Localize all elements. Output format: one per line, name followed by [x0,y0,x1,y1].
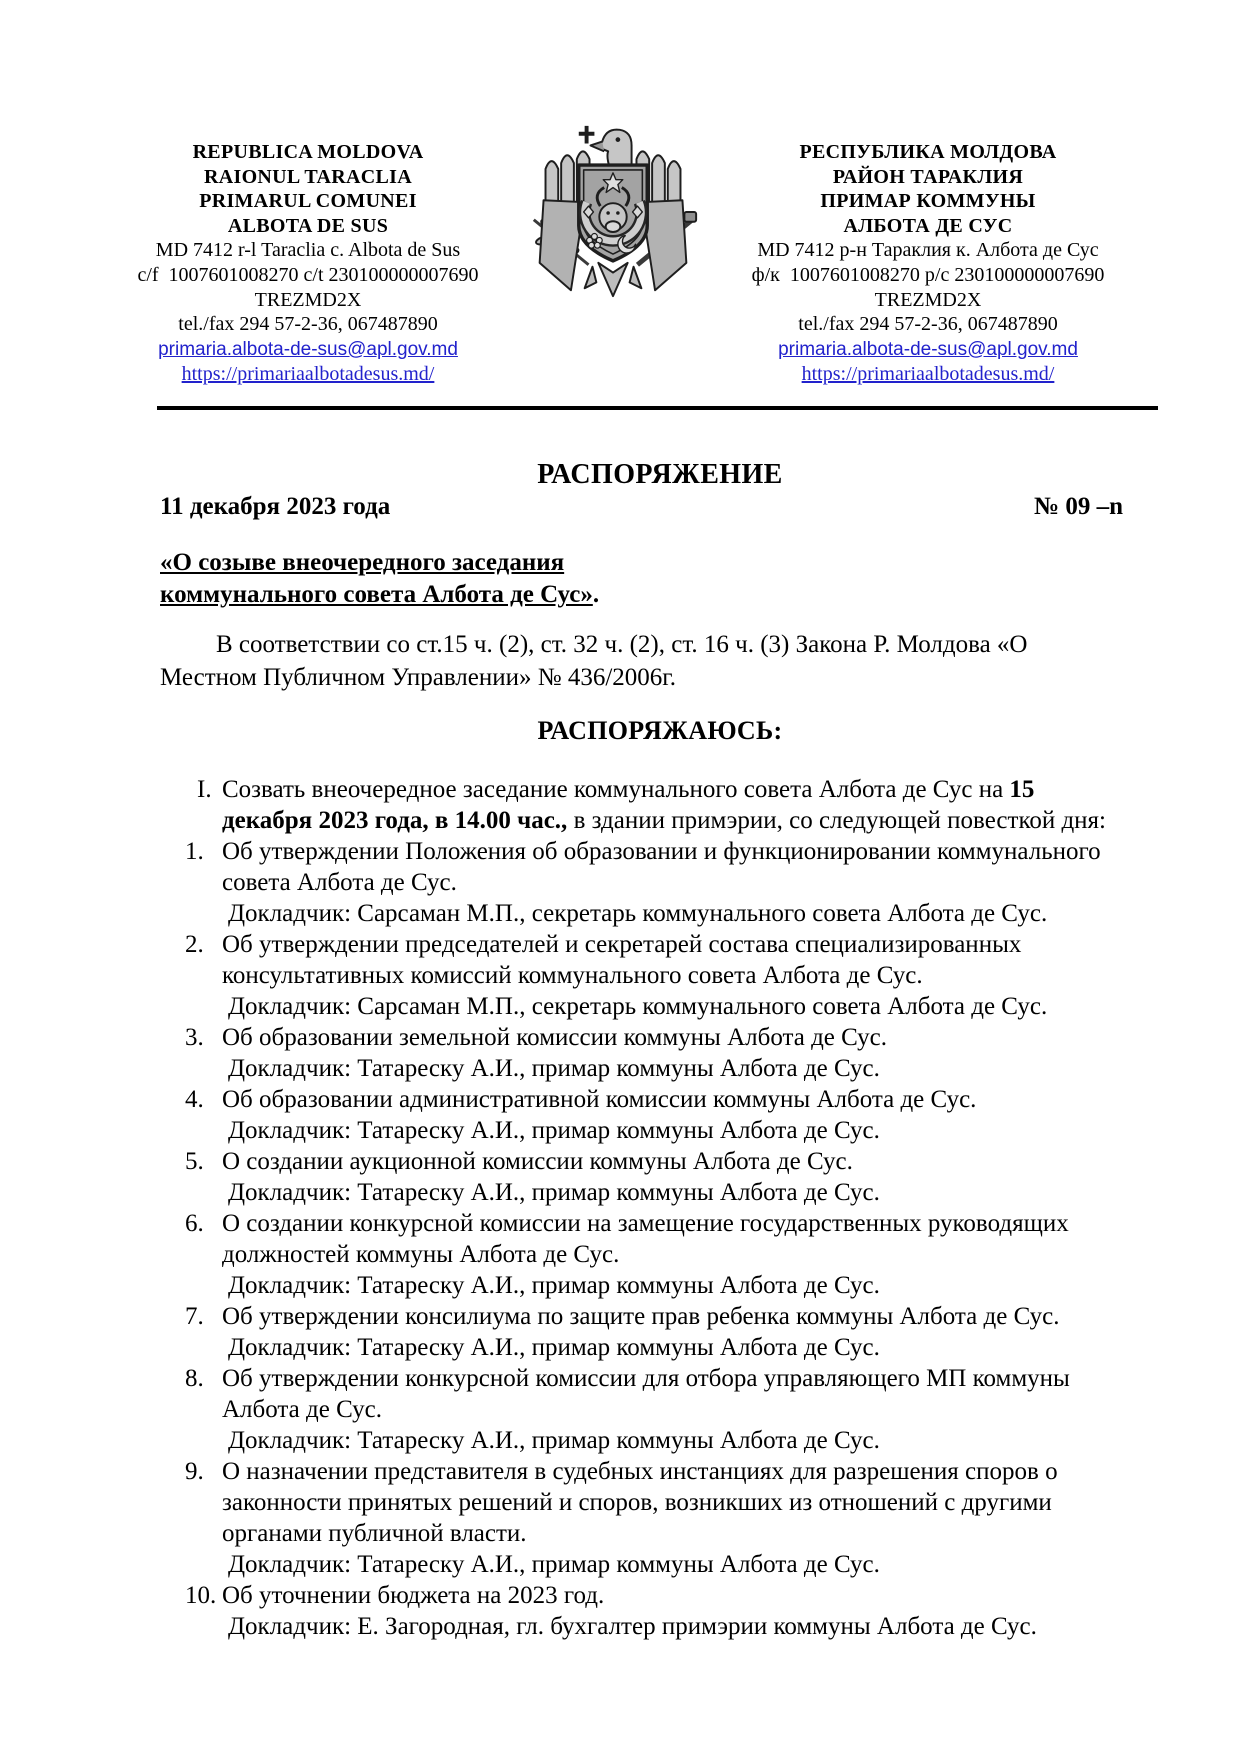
item-number: 2. [185,931,204,958]
item-speaker: Докладчик: Татареску А.И., примар коммуны Албота де Сус. [228,1272,880,1299]
list-item-roman [160,774,1108,836]
item-speaker: Докладчик: Татареску А.И., примар коммуны Албота де Сус. [228,1551,880,1578]
item-speaker: Докладчик: Татареску А.И., примар коммуны Албота де Сус. [228,1334,880,1361]
address-line: MD 7412 р-н Тараклия к. Албота де Сус [757,239,1099,262]
item-speaker: Докладчик: Татареску А.И., примар коммуны Албота де Сус. [228,1055,880,1082]
item-text: О назначении представителя в судебных инстанциях для разрешения споров о законности принятых решений и споров, возникших из отношений с другими органами публичной власти. [222,1458,1058,1547]
item-text: Об образовании земельной комиссии коммуны Албота де Сус. [222,1024,888,1051]
item-speaker: Докладчик: Татареску А.И., примар коммуны Албота де Сус. [228,1117,880,1144]
item-number: 6. [185,1210,204,1237]
website-link[interactable]: https://primariaalbotadesus.md/ [181,363,435,386]
agenda-item [160,1301,1108,1363]
email-link[interactable]: primaria.albota-de-sus@apl.gov.md [778,338,1078,360]
document-number: № 09 –n [1033,493,1123,520]
item-text: О создании аукционной комиссии коммуны Албота де Сус. [222,1148,853,1175]
document-subject: «О созыве внеочередного заседания коммунального совета Албота де Сус». [160,549,600,608]
letterhead-left [106,140,510,387]
org-name-line: РАЙОН ТАРАКЛИЯ [832,165,1024,188]
item-text: О создании конкурсной комиссии на замещение государственных руководящих должностей коммуны Албота де Сус. [222,1210,1069,1268]
org-name-line: RAIONUL TARACLIA [204,165,412,188]
address-line: TREZMD2X [254,288,362,311]
agenda-item [160,1580,1108,1642]
item-number: 1. [185,838,204,865]
letterhead [106,140,1140,387]
agenda-item [160,1363,1108,1456]
agenda-list [160,774,1108,1642]
item-speaker: Докладчик: Сарсаман М.П., секретарь коммунального совета Албота де Сус. [228,900,1048,927]
item-speaker: Докладчик: Татареску А.И., примар коммуны Албота де Сус. [228,1179,880,1206]
item-number: 4. [185,1086,204,1113]
item-text: Созвать внеочередное заседание коммунального совета Албота де Сус на 15 декабря 2023 года, в 14.00 час., в здании примэрии, со следующей повесткой дня: [222,776,1106,834]
address-line: MD 7412 r-l Taraclia c. Albota de Sus [155,239,461,262]
address-line: c/f 1007601008270 c/t 230100000007690 [137,263,479,286]
preamble: В соответствии со ст.15 ч. (2), ст. 32 ч. (2), ст. 16 ч. (3) Закона Р. Молдова «О Местном Публичном Управлении» № 436/2006г. [160,631,1028,691]
document-title: РАСПОРЯЖЕНИЕ [537,459,783,490]
org-name-line: REPUBLICA MOLDOVA [192,141,424,163]
item-number: 5. [185,1148,204,1175]
address-line: tel./fax 294 57-2-36, 067487890 [798,313,1058,336]
item-text: Об утверждении консилиума по защите прав ребенка коммуны Албота де Сус. [222,1303,1060,1330]
address-line: ф/к 1007601008270 р/с 230100000007690 [751,263,1105,286]
org-name-line: РЕСПУБЛИКА МОЛДОВА [799,141,1057,163]
letterhead-right [716,140,1140,387]
address-line: TREZMD2X [874,288,982,311]
moldova-coat-of-arms-icon [520,122,706,300]
order-heading: РАСПОРЯЖАЮСЬ: [537,716,783,745]
item-number: 7. [185,1303,204,1330]
item-text: Об утверждении Положения об образовании и функционировании коммунального совета Албота де Сус. [222,838,1101,896]
agenda-item [160,1456,1108,1580]
agenda-item [160,1022,1108,1084]
item-number: 10. [185,1582,217,1609]
date-number-row [160,493,1123,521]
item-text: Об образовании административной комиссии коммуны Албота де Сус. [222,1086,977,1113]
item-text: Об утверждении конкурсной комиссии для отбора управляющего МП коммуны Албота де Сус. [222,1365,1070,1423]
org-name-line: ПРИМАР КОММУНЫ [820,190,1036,213]
item-text: Об утверждении председателей и секретарей состава специализированных консультативных комиссий коммунального совета Албота де Сус. [222,931,1022,989]
document-date: 11 декабря 2023 года [160,493,391,520]
item-speaker: Докладчик: Татареску А.И., примар коммуны Албота де Сус. [228,1427,880,1454]
item-number: 3. [185,1024,204,1051]
agenda-item [160,929,1108,1022]
address-line: tel./fax 294 57-2-36, 067487890 [178,313,438,336]
email-link[interactable]: primaria.albota-de-sus@apl.gov.md [158,338,458,360]
item-number: 9. [185,1458,204,1485]
org-name-line: PRIMARUL COMUNEI [199,190,417,213]
agenda-item [160,1146,1108,1208]
org-name-line: АЛБОТА ДЕ СУС [843,214,1013,237]
item-speaker: Докладчик: Е. Загородная, гл. бухгалтер примэрии коммуны Албота де Сус. [228,1613,1037,1640]
website-link[interactable]: https://primariaalbotadesus.md/ [801,363,1055,386]
agenda-item [160,1084,1108,1146]
org-name-line: ALBOTA DE SUS [227,214,389,237]
item-marker: I. [197,776,212,803]
item-speaker: Докладчик: Сарсаман М.П., секретарь коммунального совета Албота де Сус. [228,993,1048,1020]
item-number: 8. [185,1365,204,1392]
agenda-item [160,1208,1108,1301]
header-divider [157,406,1158,410]
item-text: Об уточнении бюджета на 2023 год. [222,1582,605,1609]
agenda-item [160,836,1108,929]
